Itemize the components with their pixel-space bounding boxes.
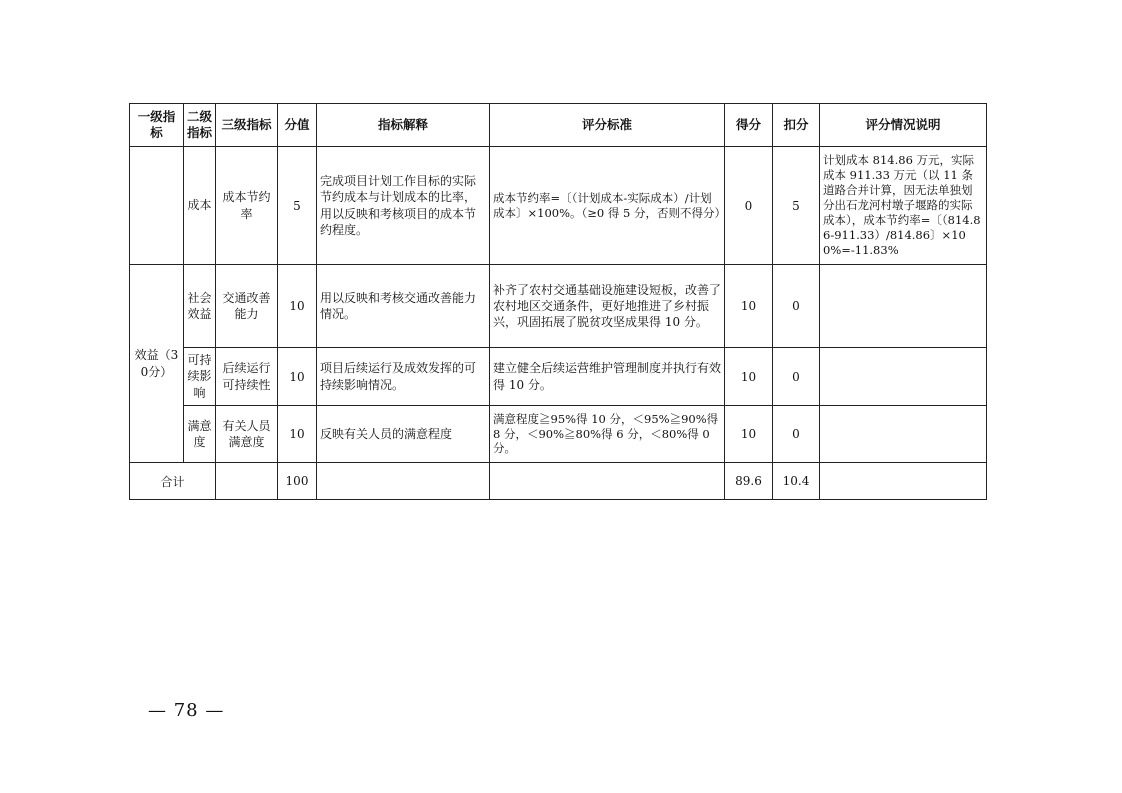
header-criteria: 评分标准 — [490, 104, 725, 147]
total-empty-criteria — [490, 463, 725, 500]
explain-cell: 反映有关人员的满意程度 — [317, 406, 490, 463]
level2-cell: 可持续影响 — [184, 348, 216, 406]
explain-cell: 项目后续运行及成效发挥的可持续影响情况。 — [317, 348, 490, 406]
header-score: 分值 — [278, 104, 317, 147]
level3-cell: 有关人员满意度 — [216, 406, 278, 463]
header-got: 得分 — [725, 104, 773, 147]
page-number: — 78 — — [148, 700, 225, 721]
level2-cell: 成本 — [184, 147, 216, 265]
header-explain: 指标解释 — [317, 104, 490, 147]
criteria-cell: 满意程度≧95%得 10 分，＜95%≧90%得 8 分，＜90%≧80%得 6 分，＜80%得 0 分。 — [490, 406, 725, 463]
header-deduct: 扣分 — [773, 104, 820, 147]
header-level1: 一级指标 — [130, 104, 184, 147]
deduct-cell: 5 — [773, 147, 820, 265]
level3-cell: 交通改善能力 — [216, 265, 278, 348]
table-row-cost — [130, 147, 987, 265]
level3-cell: 后续运行可持续性 — [216, 348, 278, 406]
note-cell — [820, 348, 987, 406]
criteria-cell: 补齐了农村交通基础设施建设短板，改善了农村地区交通条件，更好地推进了乡村振兴，巩固拓展了脱贫攻坚成果得 10 分。 — [490, 265, 725, 348]
criteria-cell: 成本节约率=〔（计划成本-实际成本）/计划成本〕×100%。（≥0 得 5 分，否则不得分） — [490, 147, 725, 265]
total-empty-note — [820, 463, 987, 500]
total-empty-level3 — [216, 463, 278, 500]
note-cell — [820, 265, 987, 348]
header-level2: 二级指标 — [184, 104, 216, 147]
total-score: 100 — [278, 463, 317, 500]
deduct-cell: 0 — [773, 265, 820, 348]
header-level3: 三级指标 — [216, 104, 278, 147]
score-cell: 10 — [278, 406, 317, 463]
got-cell: 0 — [725, 147, 773, 265]
score-cell: 10 — [278, 265, 317, 348]
benefit-group-cell: 效益（30分） — [130, 265, 184, 463]
total-deduct: 10.4 — [773, 463, 820, 500]
header-note: 评分情况说明 — [820, 104, 987, 147]
got-cell: 10 — [725, 348, 773, 406]
explain-cell: 完成项目计划工作目标的实际节约成本与计划成本的比率，用以反映和考核项目的成本节约程度。 — [317, 147, 490, 265]
total-got: 89.6 — [725, 463, 773, 500]
got-cell: 10 — [725, 265, 773, 348]
deduct-cell: 0 — [773, 348, 820, 406]
table-row-sustain — [130, 348, 987, 406]
score-cell: 10 — [278, 348, 317, 406]
score-cell: 5 — [278, 147, 317, 265]
total-empty-explain — [317, 463, 490, 500]
table-row-satisfy — [130, 406, 987, 463]
note-cell — [820, 406, 987, 463]
level2-cell: 社会效益 — [184, 265, 216, 348]
level3-cell: 成本节约率 — [216, 147, 278, 265]
level2-cell: 满意度 — [184, 406, 216, 463]
table-row-total — [130, 463, 987, 500]
deduct-cell: 0 — [773, 406, 820, 463]
criteria-cell: 建立健全后续运营维护管理制度并执行有效得 10 分。 — [490, 348, 725, 406]
got-cell: 10 — [725, 406, 773, 463]
evaluation-table — [129, 103, 987, 500]
header-row — [130, 104, 987, 147]
explain-cell: 用以反映和考核交通改善能力情况。 — [317, 265, 490, 348]
level1-cell-empty — [130, 147, 184, 265]
table-row-social — [130, 265, 987, 348]
note-cell: 计划成本 814.86 万元，实际成本 911.33 万元（以 11 条道路合并计算，因无法单独划分出石龙河村墩子堰路的实际成本），成本节约率=〔（814.86-911.33）/814.86〕×100%=-11.83% — [820, 147, 987, 265]
total-label: 合计 — [130, 463, 216, 500]
